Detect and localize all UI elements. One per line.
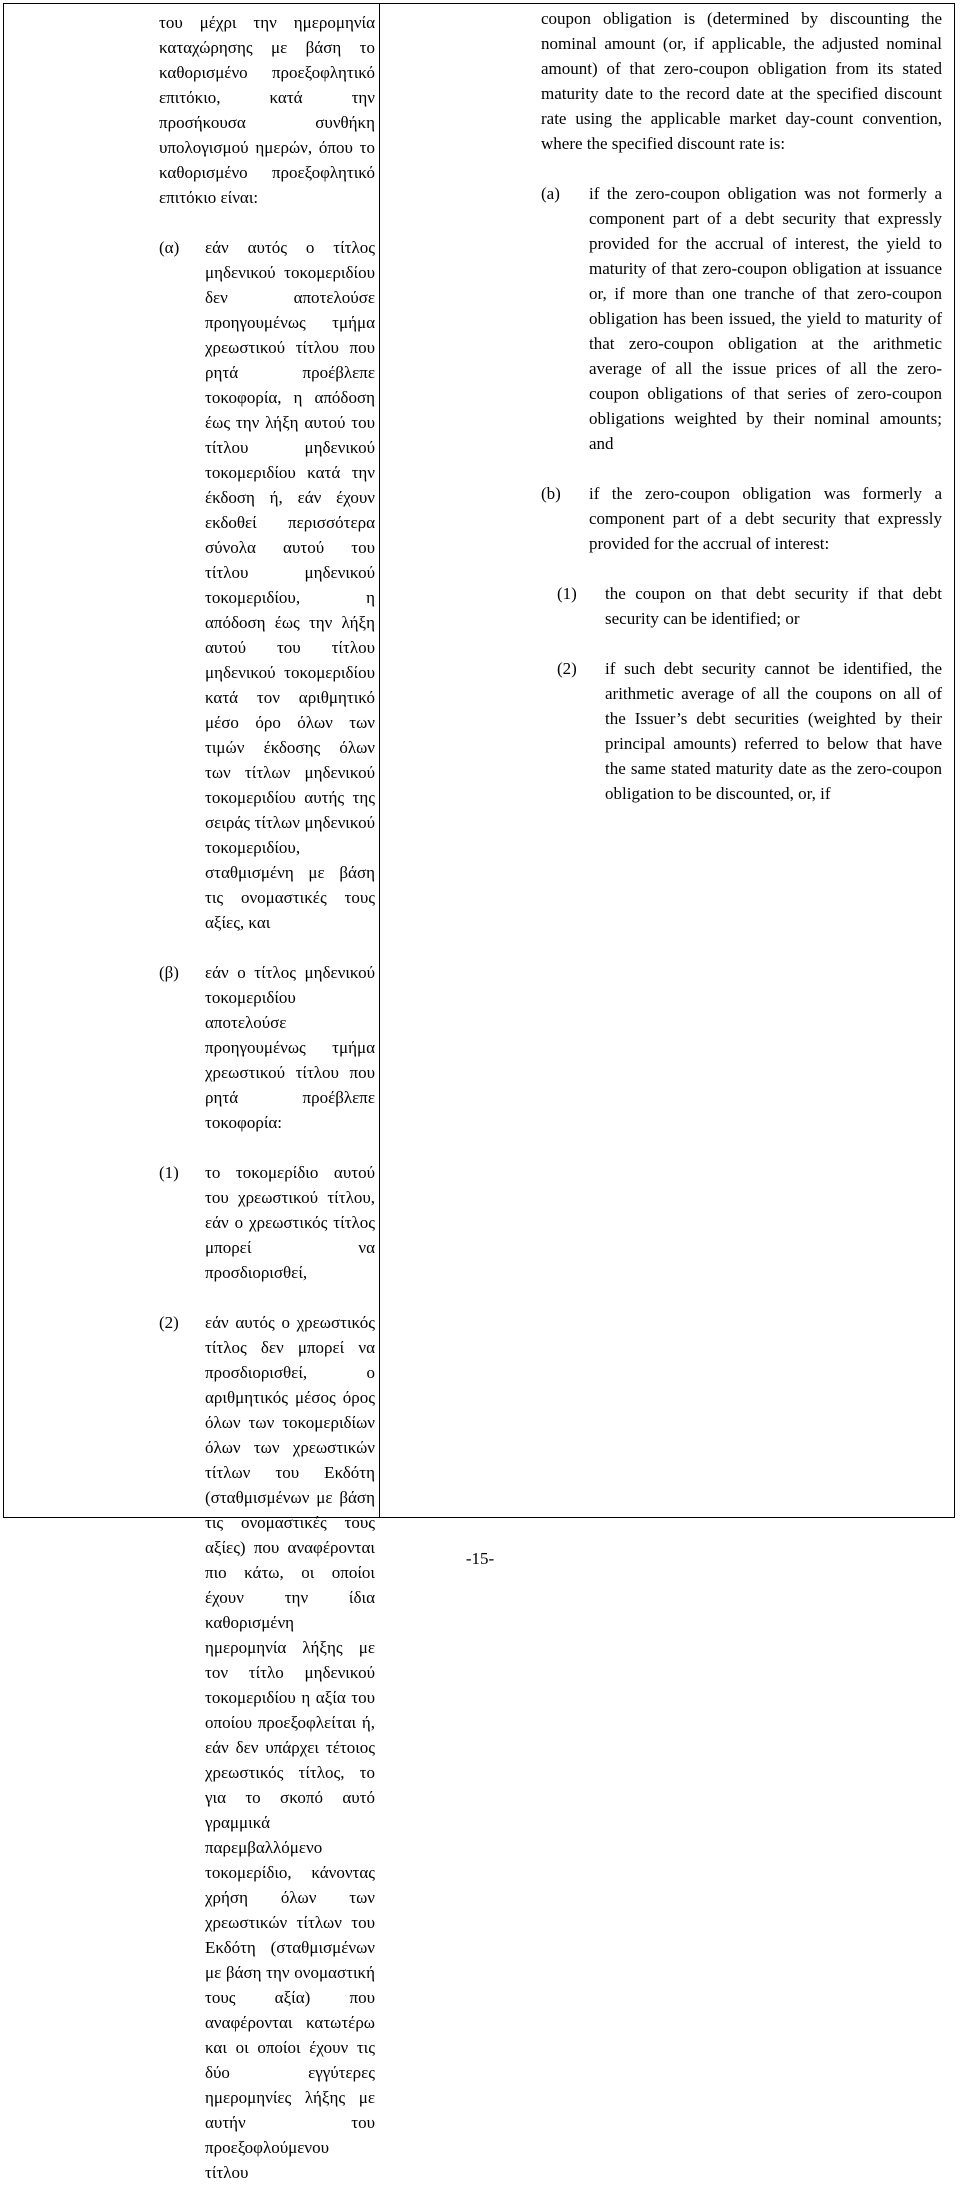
greek-item-b1-text: το τοκομερίδιο αυτού του χρεωστικού τίτλου, εάν ο χρεωστικός τίτλος μπορεί να προσδιορισθεί,: [205, 1163, 375, 1282]
english-item-b2: [541, 656, 942, 806]
greek-item-b1-label: (1): [159, 1163, 179, 1182]
english-item-b-text: if the zero-coupon obligation was formerly a component part of a debt security that expressly provided for the accrual of interest:: [589, 484, 942, 553]
greek-item-a-label: (α): [159, 238, 180, 257]
greek-item-b1: [159, 1160, 375, 1285]
english-item-b-label: (b): [541, 484, 561, 503]
english-item-a: [541, 181, 942, 456]
greek-item-b2: [159, 1310, 375, 2185]
page-number: -15-: [465, 1549, 495, 1568]
greek-item-b2-text: εάν αυτός ο χρεωστικός τίτλος δεν μπορεί να προσδιορισθεί, ο αριθμητικός μέσος όρος όλων των τοκομεριδίων όλων των χρεωστικών τίτλων του Εκδότη (σταθμισμένων με βάση τις ονομαστικές τους αξίες) που αναφέρονται πιο κάτω, οι οποίοι έχουν την ίδια καθορισμένη ημερομηνία λήξης με τον τίτλο μηδενικού τοκομεριδίου η αξία του οποίου προεξοφλείται ή, εάν δεν υπάρχει τέτοιος χρεωστικός τίτλος, το για το σκοπό αυτό γραμμικά παρεμβαλλόμενο τοκομερίδιο, κάνοντας χρήση όλων των χρεωστικών τίτλων του Εκδότη (σταθμισμένων με βάση την ονομαστική τους αξία) που αναφέρονται κατωτέρω και οι οποίοι έχουν τις δύο εγγύτερες ημερομηνίες λήξης με αυτήν του προεξοφλούμενου τίτλου: [205, 1313, 375, 2182]
english-item-b1: [541, 581, 942, 631]
greek-item-b2-label: (2): [159, 1313, 179, 1332]
english-item-b2-label: (2): [557, 659, 577, 678]
greek-item-a: [159, 235, 375, 935]
greek-intro-paragraph: του μέχρι την ημερομηνία καταχώρησης με βάση το καθορισμένο προεξοφλητικό επιτόκιο, κατά την προσήκουσα συνθήκη υπολογισμού ημερών, όπου το καθορισμένο προεξοφλητικό επιτόκιο είναι:: [159, 13, 375, 207]
greek-item-b: [159, 960, 375, 1135]
greek-column: [4, 4, 380, 2182]
greek-item-a-text: εάν αυτός ο τίτλος μηδενικού τοκομεριδίου δεν αποτελούσε προηγουμένως τμήμα χρεωστικού τίτλου που ρητά προέβλεπε τοκοφορία, η απόδοση έως την λήξη αυτού του τίτλου μηδενικού τοκομεριδίου κατά την έκδοση ή, εάν έχουν εκδοθεί περισσότερα σύνολα αυτού του τίτλου μηδενικού τοκομεριδίου, η απόδοση έως την λήξη αυτού του τίτλου μηδενικού τοκομεριδίου κατά τον αριθμητικό μέσο όρο όλων των τιμών έκδοσης όλων των τίτλων μηδενικού τοκομεριδίου αυτής της σειράς τίτλων μηδενικού τοκομεριδίου, σταθμισμένη με βάση τις ονομαστικές τους αξίες, και: [205, 238, 375, 932]
english-column: [380, 4, 954, 1517]
english-item-b1-label: (1): [557, 584, 577, 603]
english-intro-paragraph: coupon obligation is (determined by discounting the nominal amount (or, if applicable, the adjusted nominal amount) of that zero-coupon obligation from its stated maturity date to the record date at the specified discount rate using the applicable market day-count convention, where the specified discount rate is:: [541, 9, 942, 153]
english-item-b: [541, 481, 942, 556]
english-item-a-text: if the zero-coupon obligation was not formerly a component part of a debt security that expressly provided for the accrual of interest, the yield to maturity of that zero-coupon obligation at issuance or, if more than one tranche of that zero-coupon obligation has been issued, the yield to maturity of that zero-coupon obligation at the arithmetic average of all the issue prices of all the zero-coupon obligations of that series of zero-coupon obligations weighted by their nominal amounts; and: [589, 184, 942, 453]
english-item-b2-text: if such debt security cannot be identified, the arithmetic average of all the coupons on all of the Issuer’s debt securities (weighted by their principal amounts) referred to below that have the same stated maturity date as the zero-coupon obligation to be discounted, or, if: [605, 659, 942, 803]
greek-item-b-text: εάν ο τίτλος μηδενικού τοκομεριδίου αποτελούσε προηγουμένως τμήμα χρεωστικού τίτλου που ρητά προέβλεπε τοκοφορία:: [205, 963, 375, 1132]
english-item-a-label: (a): [541, 184, 560, 203]
english-item-b1-text: the coupon on that debt security if that debt security can be identified; or: [605, 584, 942, 628]
greek-item-b-label: (β): [159, 963, 179, 982]
